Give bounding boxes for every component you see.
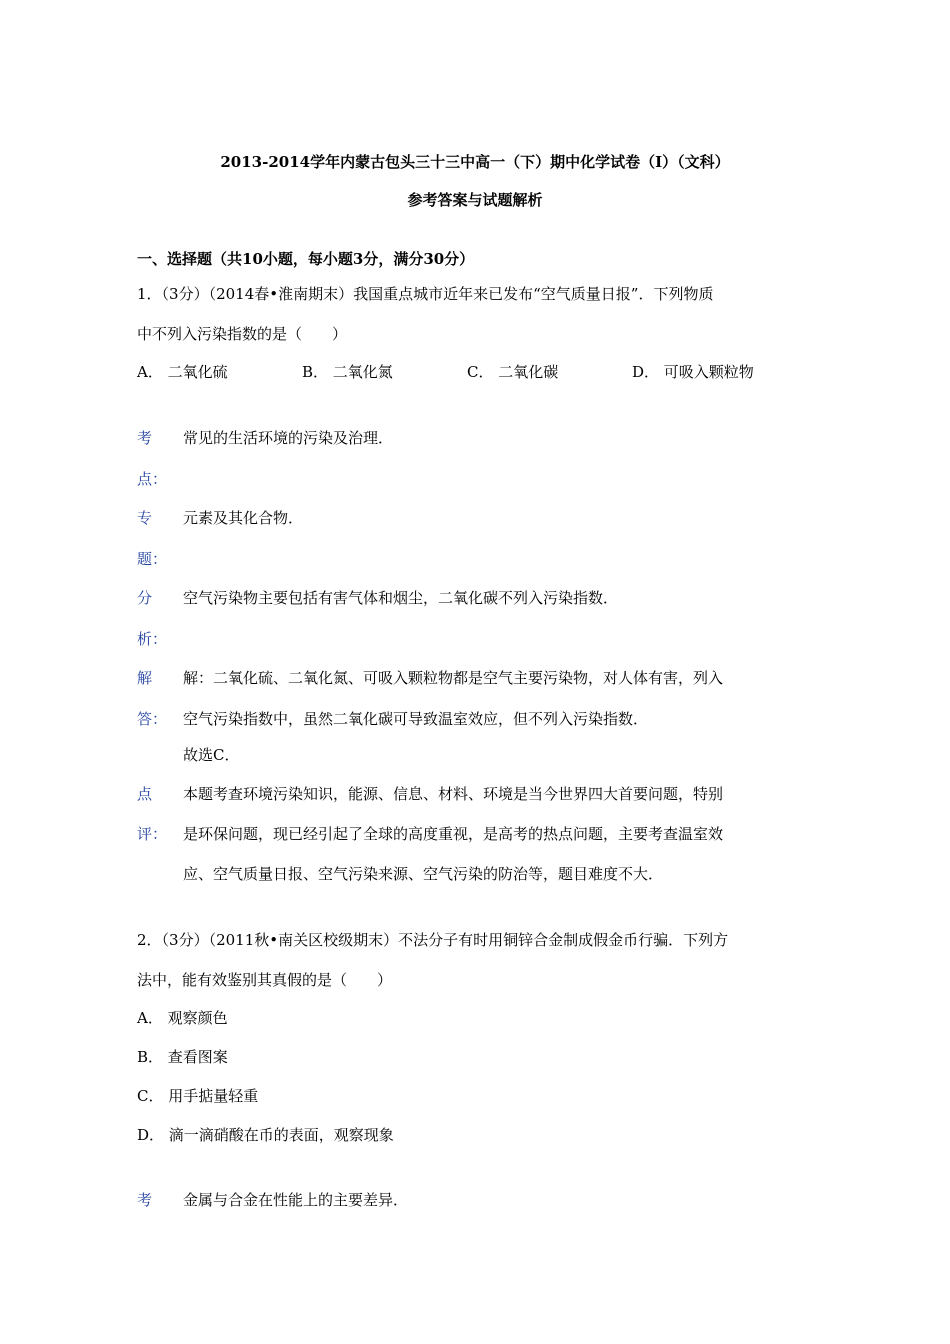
q1-option-b: B． 二氧化氮 xyxy=(302,363,393,381)
q2-option-d: D． 滴一滴硝酸在币的表面，观察现象 xyxy=(137,1126,394,1144)
q1-jieda-label-2: 答： xyxy=(137,710,168,728)
q1-fenxi-text: 空气污染物主要包括有害气体和烟尘，二氧化碳不列入污染指数． xyxy=(183,589,619,607)
q1-zhuanti-label-1: 专 xyxy=(137,509,153,527)
q1-zhuanti-text: 元素及其化合物． xyxy=(183,509,304,527)
page-title: 2013-2014学年内蒙古包头三十三中高一（下）期中化学试卷（Ⅰ）（文科） xyxy=(220,153,730,171)
section-heading: 一、选择题（共10小题，每小题3分，满分30分） xyxy=(137,250,475,268)
q1-jieda-label-1: 解 xyxy=(137,669,153,687)
q2-kaodian-label-1: 考 xyxy=(137,1191,153,1209)
q1-dianping-line2: 是环保问题，现已经引起了全球的高度重视，是高考的热点问题，主要考查温室效 xyxy=(183,825,724,843)
q2-kaodian-text: 金属与合金在性能上的主要差异． xyxy=(183,1191,409,1209)
q1-dianping-label-2: 评： xyxy=(137,825,168,843)
q1-fenxi-label-1: 分 xyxy=(137,589,153,607)
q1-jieda-line3: 故选C． xyxy=(183,746,240,764)
q2-option-c: C． 用手掂量轻重 xyxy=(137,1087,259,1105)
q1-dianping-line3: 应、空气质量日报、空气污染来源、空气污染的防治等，题目难度不大． xyxy=(183,865,664,883)
q1-jieda-line2: 空气污染指数中，虽然二氧化碳可导致温室效应，但不列入污染指数． xyxy=(183,710,649,728)
q1-dianping-label-1: 点 xyxy=(137,785,153,803)
q1-fenxi-label-2: 析： xyxy=(137,630,168,648)
q2-option-b: B． 查看图案 xyxy=(137,1048,228,1066)
q2-option-a: A． 观察颜色 xyxy=(137,1009,228,1027)
page-subtitle: 参考答案与试题解析 xyxy=(407,191,543,209)
q1-option-d: D． 可吸入颗粒物 xyxy=(632,363,754,381)
q1-zhuanti-label-2: 题： xyxy=(137,550,168,568)
q1-kaodian-label-2: 点： xyxy=(137,470,168,488)
q1-option-c: C． 二氧化碳 xyxy=(467,363,559,381)
q1-stem-line2: 中不列入污染指数的是（ ） xyxy=(137,325,348,343)
q1-stem-line1: 1．（3分）（2014春•淮南期末）我国重点城市近年来已发布“空气质量日报”．下列物质 xyxy=(137,285,714,303)
q1-kaodian-label-1: 考 xyxy=(137,429,153,447)
q1-kaodian-text: 常见的生活环境的污染及治理． xyxy=(183,429,394,447)
q1-jieda-line1: 解：二氧化硫、二氧化氮、可吸入颗粒物都是空气主要污染物，对人体有害，列入 xyxy=(183,669,724,687)
q2-stem-line1: 2．（3分）（2011秋•南关区校级期末）不法分子有时用铜锌合金制成假金币行骗．下列方 xyxy=(137,931,729,949)
q2-stem-line2: 法中，能有效鉴别其真假的是（ ） xyxy=(137,971,393,989)
q1-option-a: A． 二氧化硫 xyxy=(137,363,228,381)
q1-dianping-line1: 本题考查环境污染知识，能源、信息、材料、环境是当今世界四大首要问题，特别 xyxy=(183,785,724,803)
